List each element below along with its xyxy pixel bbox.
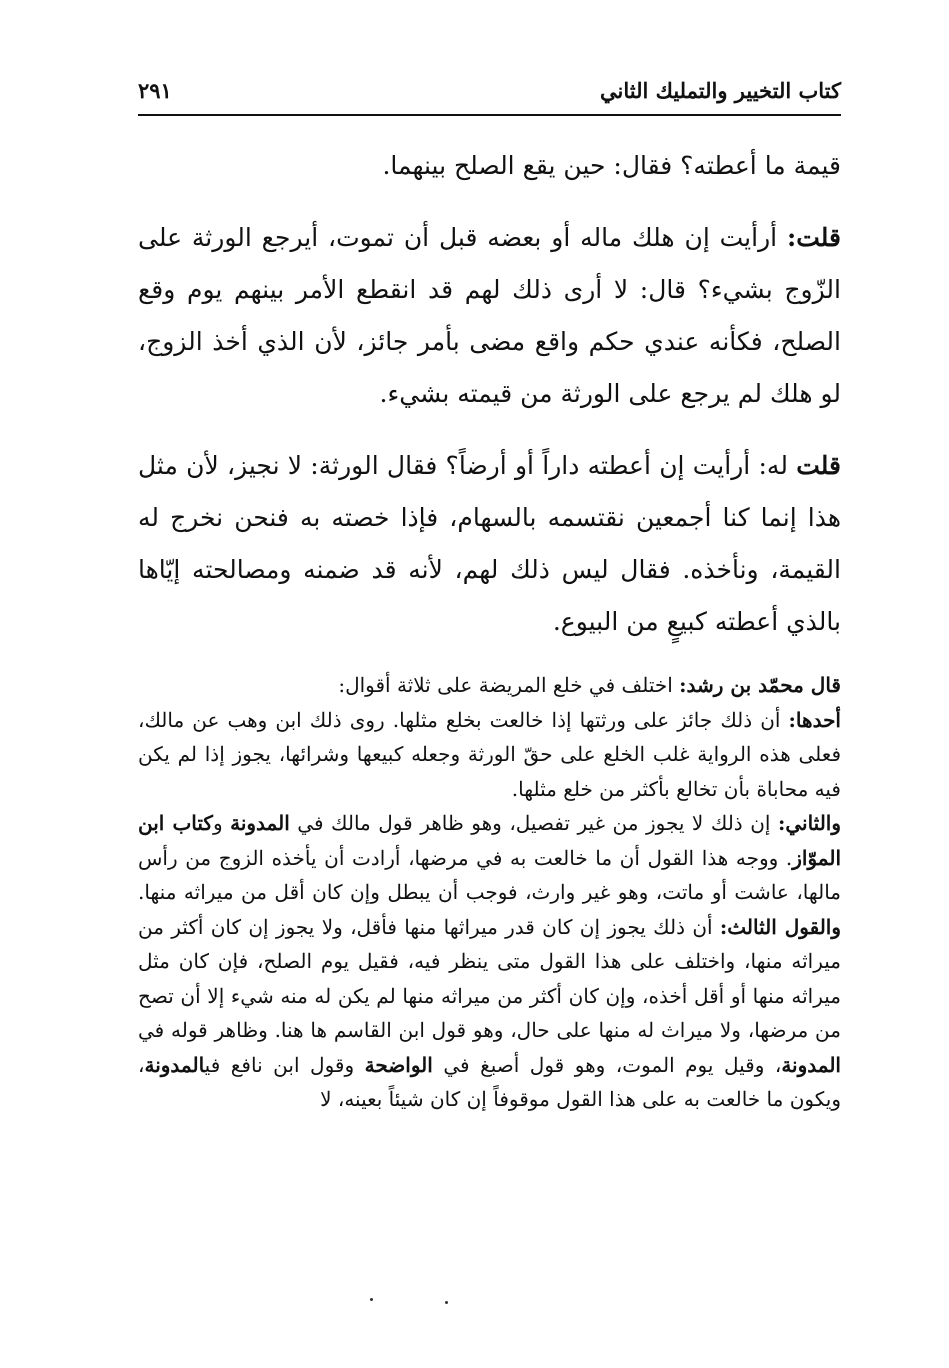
third-opinion-text-d: ، ويكون ما خالعت به على هذا القول موقوفاً إن كان شيئاً بعينه، لا [138,1052,841,1111]
source-kitab-ibn-mawwaz: كتاب ابن الموّاز [138,811,841,870]
scan-specks [360,1296,480,1308]
commentary-paragraph [138,668,841,1117]
header-rule [138,114,841,116]
paragraph-3 [138,440,841,648]
commentary-intro: اختلف في خلع المريضة على ثلاثة أقوال: [338,673,680,697]
paragraph-1-text: قيمة ما أعطته؟ فقال: حين يقع الصلح بينهما. [382,151,841,180]
paragraph-2-text: أرأيت إن هلك ماله أو بعضه قبل أن تموت، أيرجع الورثة على الزّوج بشيء؟ قال: لا أرى ذلك لهم قد انقطع الأمر بينهم يوم وقع الصلح، فكأنه عندي حكم واقع مضى بأمر جائز، لأن الذي أخذ الزوج، لو هلك لم يرجع على الورثة من قيمته بشيء. [138,223,841,408]
third-opinion-text-b: ، وقيل يوم الموت، وهو قول أصبغ في [432,1052,782,1077]
second-opinion-text-a: إن ذلك لا يجوز من غير تفصيل، وهو ظاهر قول مالك في [289,811,778,835]
paragraph-3-text: له: أرأيت إن أعطته داراً أو أرضاً؟ فقال الورثة: لا نجيز، لأن مثل هذا إنما كنا أجمعين نقتسمه بالسهام، فإذا خصته به فنحن نخرج له القيمة، ونأخذه. فقال ليس ذلك لهم، لأنه قد ضمنه ومصالحته إيّاها بالذي أعطته كبيعٍ من البيوع. [138,451,841,636]
second-opinion-text-c: . ووجه هذا القول أن ما خالعت به في مرضها، أرادت أن يأخذه الزوج من رأس مالها، عاشت أو ماتت، وهو غير وارث، فوجب أن يبطل وإن كان أقل من ميراثه منها. [138,845,841,904]
page-body [138,140,841,1117]
source-mudawwana-1: المدونة [230,811,290,835]
source-mudawwana-3: المدونة [144,1052,205,1077]
source-mudawwana-2: المدونة [781,1052,841,1077]
third-opinion-label: والقول الثالث: [719,914,841,939]
first-opinion-text: أن ذلك جائز على ورثتها إذا خالعت بخلع مثلها. روى ذلك ابن وهب عن مالك، فعلى هذه الرواية غلب الخلع على حقّ الورثة وجعله كبيعها وشرائها، يجوز إذا لم يكن فيه محاباة بأن تخالع بأكثر من خلع مثلها. [138,707,842,801]
second-opinion-label: والثاني: [777,811,842,835]
paragraph-1 [138,140,841,192]
paragraph-2 [138,212,841,420]
commentary-author: قال محمّد بن رشد: [679,673,841,697]
third-opinion-text-c: وقول ابن نافع في [204,1052,365,1077]
speck [445,1301,448,1304]
first-opinion-label: أحدها: [788,707,841,732]
speck [370,1298,373,1301]
paragraph-2-lead: قلت: [786,223,841,252]
second-opinion-text-b: و [212,811,231,835]
page-number: ٢٩١ [138,77,172,103]
source-wadiha: الواضحة [364,1052,433,1077]
paragraph-3-lead: قلت [796,451,841,480]
third-opinion-text-a: أن ذلك يجوز إن كان قدر ميراثها منها فأقل، ولا يجوز إن كان أكثر من ميراثه منها، واختلف على هذا القول متى ينظر فيه، فقيل يوم الصلح، فإن كان مثل ميراثه منها أو أقل أخذه، وإن كان أكثر من ميراثه منها لم يكن له منه شيء إلا أن تصح من مرضها، ولا ميراث له منها على حال، وهو قول ابن القاسم ها هنا. وظاهر قوله في [138,914,841,1042]
running-title: كتاب التخيير والتمليك الثاني [600,77,841,103]
running-header [138,70,841,110]
